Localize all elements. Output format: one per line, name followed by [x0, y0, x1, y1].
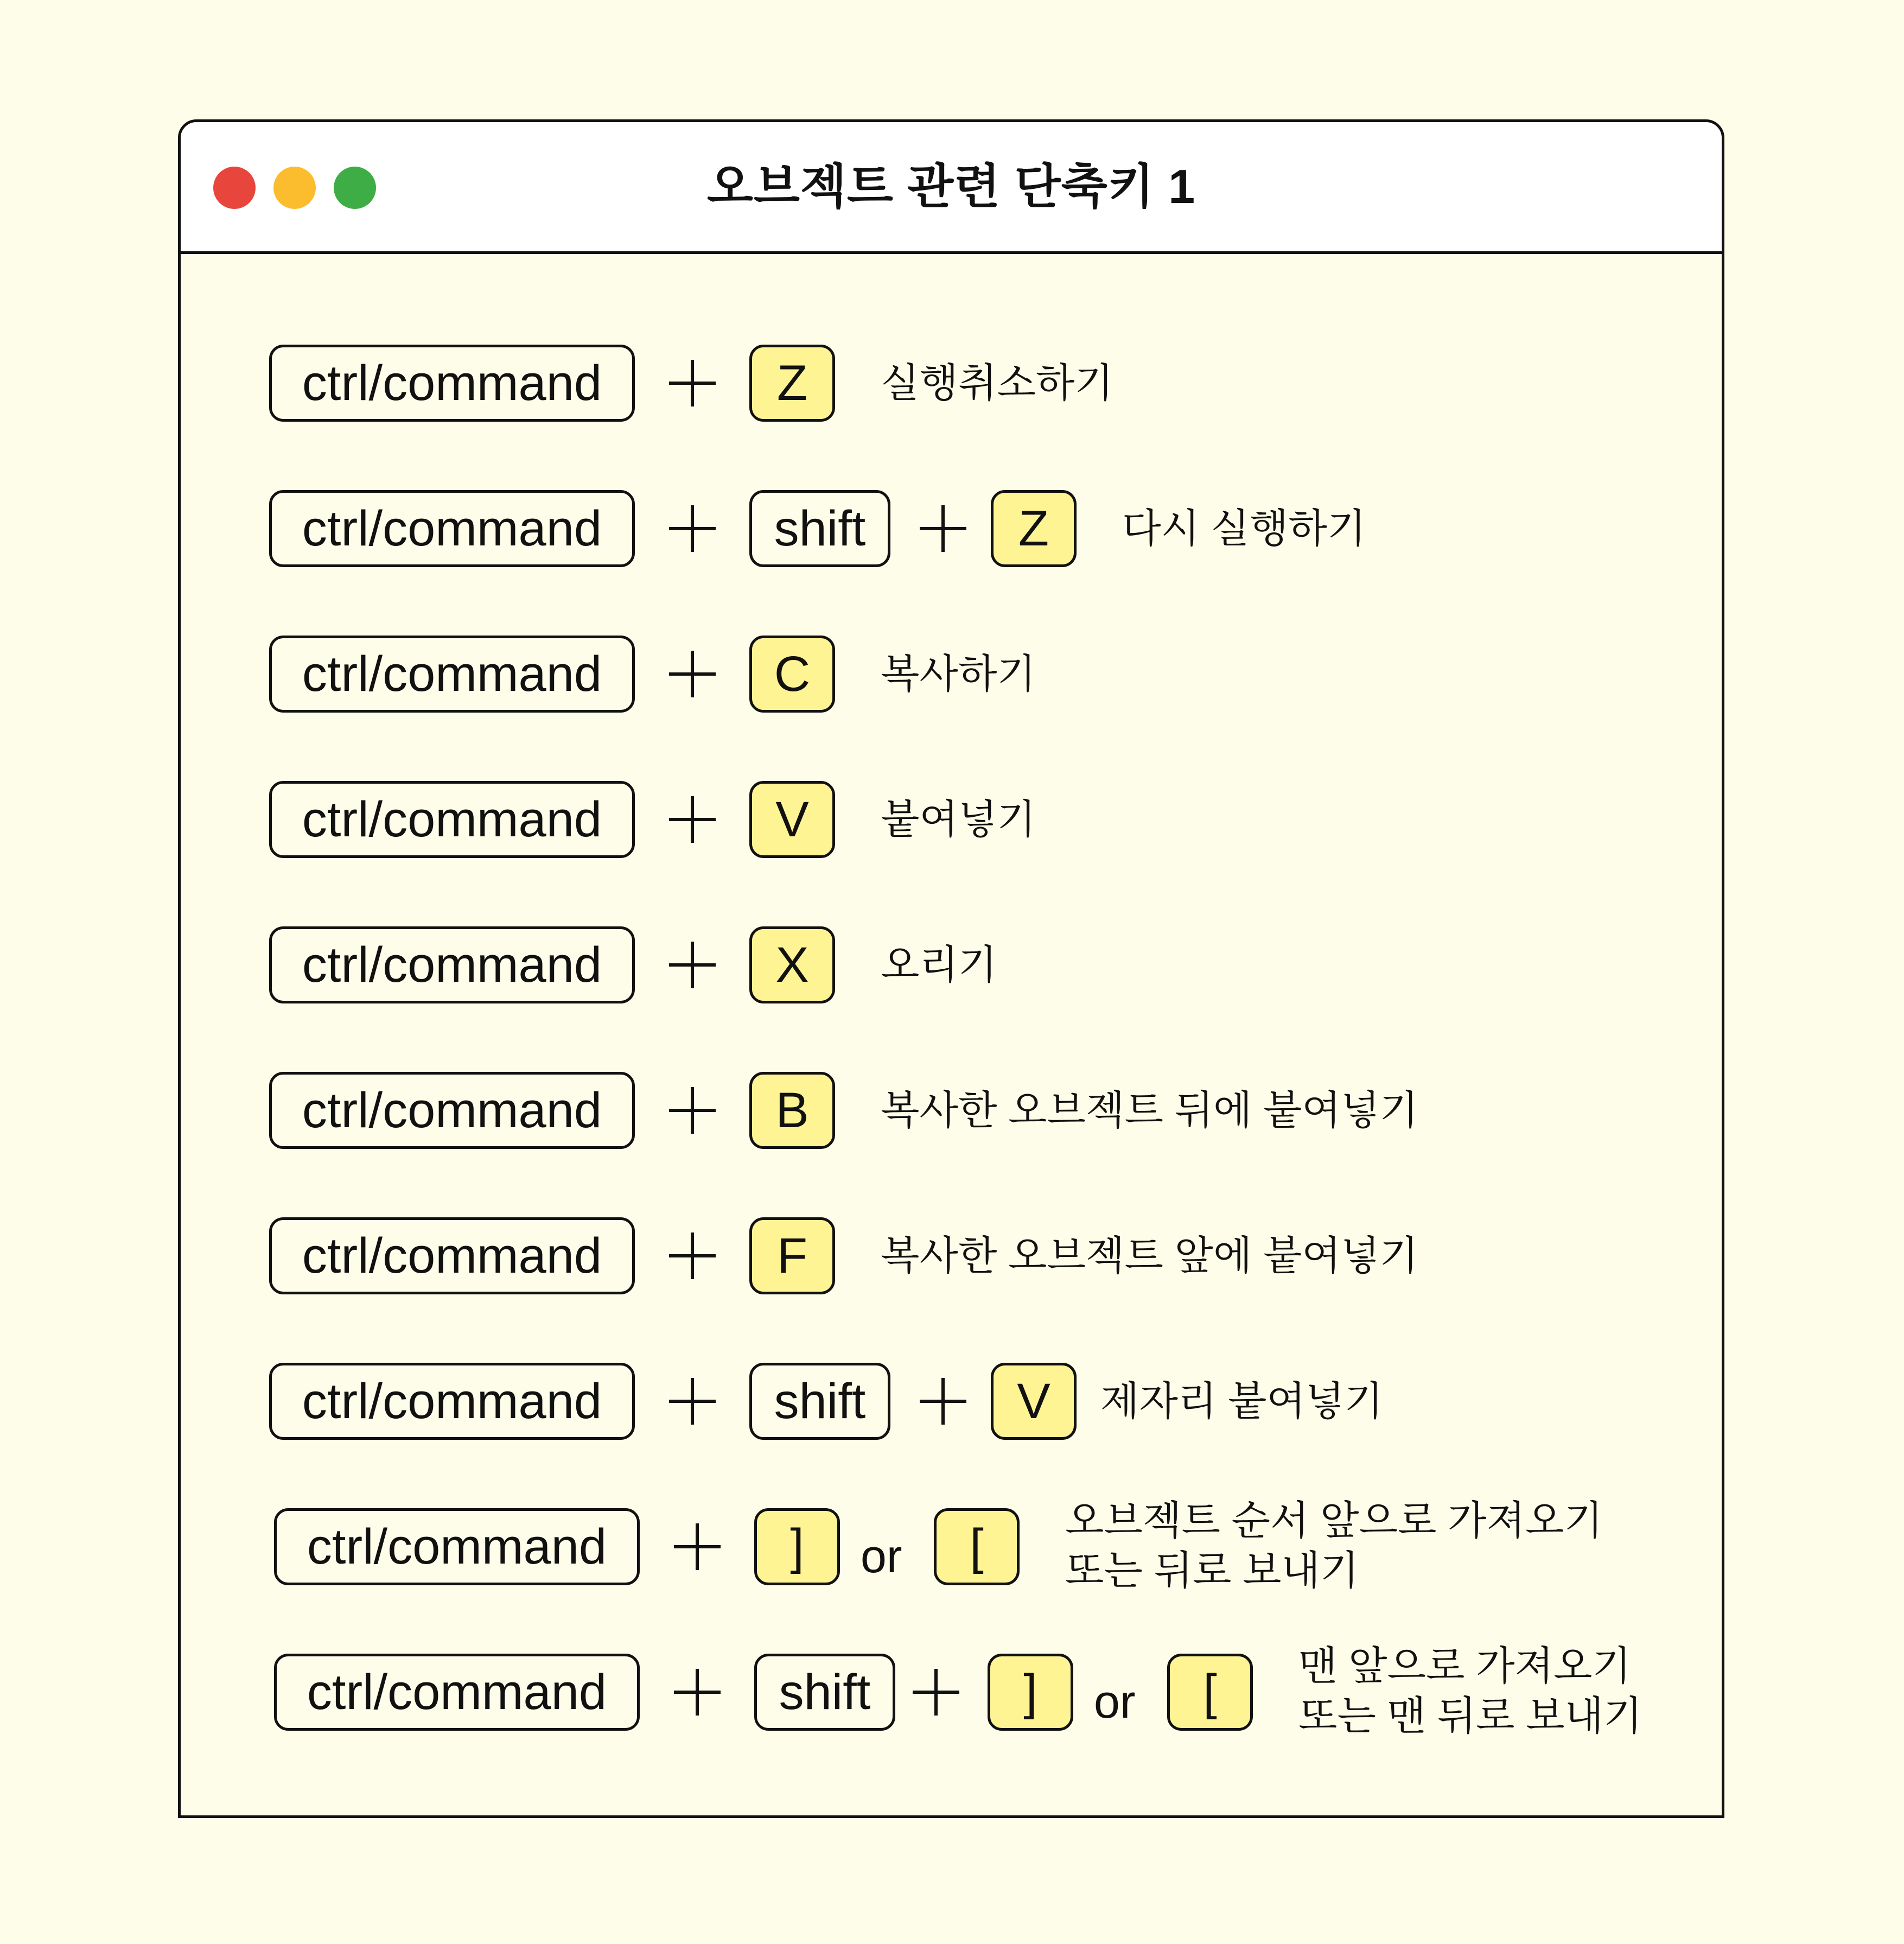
plus-icon	[669, 1233, 716, 1279]
or-label: or	[1094, 1676, 1136, 1728]
key-left-bracket: [	[934, 1508, 1020, 1585]
shortcut-description-line-1: 맨 앞으로 가져오기	[1298, 1643, 1631, 1688]
window-title: 오브젝트 관련 단축키 1	[706, 160, 1196, 213]
key-b: B	[749, 1072, 835, 1149]
plus-icon	[674, 1669, 721, 1716]
or-label: or	[861, 1530, 902, 1583]
plus-icon	[669, 651, 716, 697]
shortcut-description-line-2: 또는 맨 뒤로 보내기	[1298, 1693, 1642, 1738]
key-ctrl-command: ctrl/command	[269, 781, 635, 858]
key-right-bracket: ]	[754, 1508, 840, 1585]
key-c: C	[749, 636, 835, 713]
plus-icon	[669, 1378, 716, 1425]
plus-icon	[669, 360, 716, 406]
plus-icon	[920, 1378, 966, 1425]
shortcut-description: 실행취소하기	[881, 360, 1113, 405]
key-x: X	[749, 926, 835, 1003]
key-shift: shift	[754, 1654, 895, 1731]
key-shift: shift	[749, 1363, 890, 1440]
shortcut-description: 제자리 붙여넣기	[1100, 1378, 1383, 1424]
title-bar	[181, 122, 1722, 254]
key-ctrl-command: ctrl/command	[269, 490, 635, 567]
plus-icon	[669, 796, 716, 843]
shortcut-description: 붙여넣기	[881, 797, 1036, 842]
plus-icon	[669, 505, 716, 552]
key-left-bracket: [	[1167, 1654, 1253, 1731]
key-v: V	[749, 781, 835, 858]
key-z: Z	[991, 490, 1077, 567]
key-shift: shift	[749, 490, 890, 567]
plus-icon	[674, 1523, 721, 1570]
key-ctrl-command: ctrl/command	[269, 345, 635, 422]
key-ctrl-command: ctrl/command	[269, 636, 635, 713]
plus-icon	[913, 1669, 959, 1716]
key-v: V	[991, 1363, 1077, 1440]
key-ctrl-command: ctrl/command	[274, 1508, 640, 1585]
shortcut-description: 복사하기	[881, 651, 1036, 696]
plus-icon	[920, 505, 966, 552]
shortcut-description: 복사한 오브젝트 뒤에 붙여넣기	[881, 1088, 1418, 1133]
shortcut-description: 복사한 오브젝트 앞에 붙여넣기	[881, 1233, 1418, 1278]
plus-icon	[669, 942, 716, 988]
key-right-bracket: ]	[988, 1654, 1073, 1731]
key-ctrl-command: ctrl/command	[269, 1217, 635, 1294]
key-f: F	[749, 1217, 835, 1294]
shortcut-window	[178, 119, 1724, 1818]
key-ctrl-command: ctrl/command	[269, 1072, 635, 1149]
key-ctrl-command: ctrl/command	[274, 1654, 640, 1731]
key-z: Z	[749, 345, 835, 422]
shortcut-description-line-2: 또는 뒤로 보내기	[1065, 1548, 1359, 1593]
shortcut-description: 오리기	[881, 942, 997, 987]
key-ctrl-command: ctrl/command	[269, 1363, 635, 1440]
plus-icon	[669, 1087, 716, 1134]
shortcut-description: 다시 실행하기	[1122, 506, 1366, 551]
key-ctrl-command: ctrl/command	[269, 926, 635, 1003]
shortcut-description-line-1: 오브젝트 순서 앞으로 가져오기	[1065, 1498, 1603, 1543]
